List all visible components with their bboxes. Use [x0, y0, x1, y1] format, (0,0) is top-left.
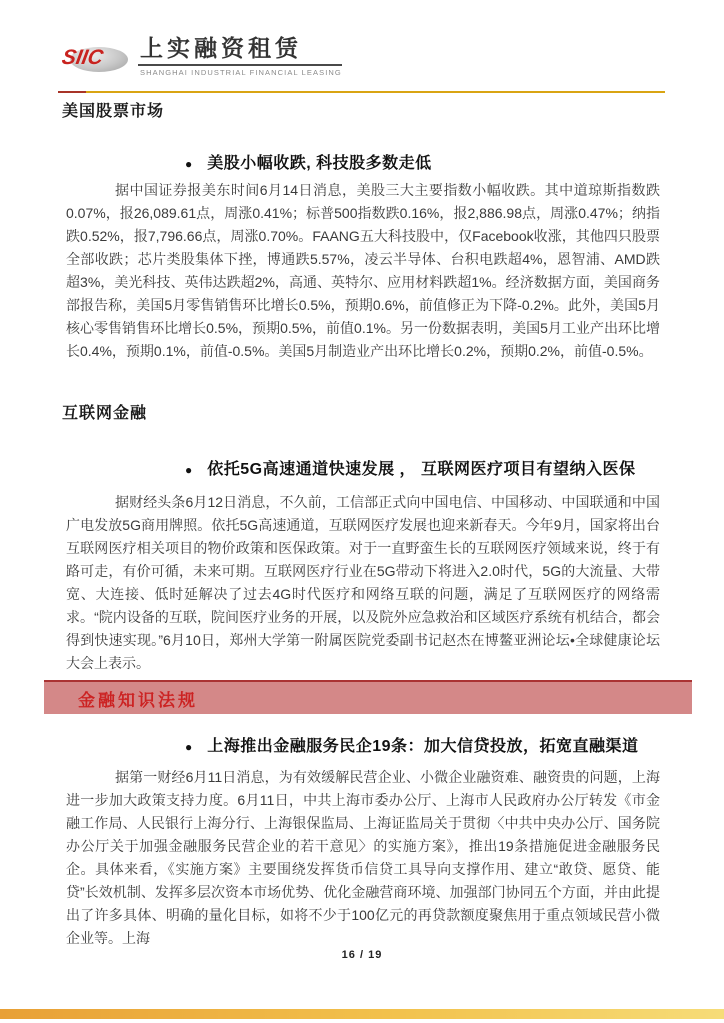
company-logo — [60, 35, 342, 78]
headline-internet-finance — [185, 456, 636, 479]
headline-us-market — [185, 150, 432, 173]
banner-finance-regulation — [44, 680, 692, 714]
headline-finance-regulation — [185, 733, 639, 756]
logo-siic-text: SIIC — [60, 46, 105, 69]
section-title-internet-finance: 互联网金融 — [62, 405, 148, 422]
bullet-icon: ● — [185, 740, 193, 754]
paragraph-finance-regulation: 据第一财经6月11日消息，为有效缓解民营企业、小微企业融资难、融资贵的问题，上海进一步加大政策支持力度。6月11日，中共上海市委办公厅、上海市人民政府办公厅转发《市金融工作局、人民银行上海分行、上海银保监局、上海证监局关于贯彻〈中共中央办公厅、国务院办公厅关于加强金融服务民营企业的若干意见〉的实施方案》，推出19条措施促进金融服务民企。具体来看，《实施方案》主要围绕发挥货币信贷工具导向支撑作用、建立“敢贷、愿贷、能贷”长效机制、发挥多层次资本市场优势、优化金融营商环境、加强部门协同五个方面，并由此提出了许多具体、明确的量化目标，如将不少于100亿元的再贷款额度聚焦用于重点领域民营小微企业等。上海 — [66, 769, 660, 946]
paragraph-internet-finance: 据财经头条6月12日消息，不久前，工信部正式向中国电信、中国移动、中国联通和中国广电发放5G商用牌照。依托5G高速通道，互联网医疗发展也迎来新春天。今年9月，国家将出台互联网医疗相关项目的物价政策和医保政策。对于一直野蛮生长的互联网医疗领域来说，终于有路可走，有价可循，未来可期。互联网医疗行业在5G带动下将进入2.0时代，5G的大流量、大带宽、大连接、低时延解决了过去4G时代医疗和网络互联的问题，满足了互联网医疗的网络需求。“院内设备的互联，院间医疗业务的开展，以及院外应急救治和区域医疗系统有机结合，都会得到快速实现。”6月10日，郑州大学第一附属医院党委副书记赵杰在博鳌亚洲论坛•全球健康论坛大会上表示。 — [66, 494, 660, 671]
section-title-us-market: 美国股票市场 — [62, 103, 165, 120]
headline-finance-regulation-text: 上海推出金融服务民企19条：加大信贷投放，拓宽直融渠道 — [207, 738, 639, 755]
bullet-icon: ● — [185, 157, 193, 171]
logo-text-column — [138, 36, 342, 77]
siic-logo-icon — [60, 45, 130, 75]
page-number: 16 / 19 — [341, 949, 383, 961]
headline-us-market-text: 美股小幅收跌, 科技股多数走低 — [207, 155, 432, 172]
footer-accent-bar — [0, 1009, 724, 1019]
bullet-icon: ● — [185, 463, 193, 477]
header-rule — [58, 91, 665, 93]
headline-internet-finance-text: 依托5G高速通道快速发展 ， 互联网医疗项目有望纳入医保 — [207, 461, 636, 478]
paragraph-us-market: 据中国证券报美东时间6月14日消息，美股三大主要指数小幅收跌。其中道琼斯指数跌0.07%，报26,089.61点，周涨0.41%；标普500指数跌0.16%，报2,886.98点，周涨0.47%；纳指跌0.52%，报7,796.66点，周涨0.70%。FAANG五大科技股中，仅Facebook收涨，其他四只股票全部收跌；芯片类股集体下挫，博通跌5.57%，凌云半导体、台积电跌超4%，恩智浦、AMD跌超3%，美光科技、英伟达跌超2%，高通、英特尔、应用材料跌超1%。经济数据方面，美国商务部报告称，美国5月零售销售环比增长0.5%，预期0.6%，前值修正为下降-0.2%。此外，美国5月核心零售销售环比增长0.5%，预期0.5%，前值0.1%。另一份数据表明，美国5月工业产出环比增长0.4%，预期0.1%，前值-0.5%。美国5月制造业产出环比增长0.2%，预期0.2%，前值-0.5%。 — [66, 182, 660, 359]
company-subtitle: SHANGHAI INDUSTRIAL FINANCIAL LEASING — [140, 68, 342, 78]
company-name: 上实融资租赁 — [138, 36, 342, 66]
banner-finance-regulation-title: 金融知识法规 — [78, 690, 198, 710]
